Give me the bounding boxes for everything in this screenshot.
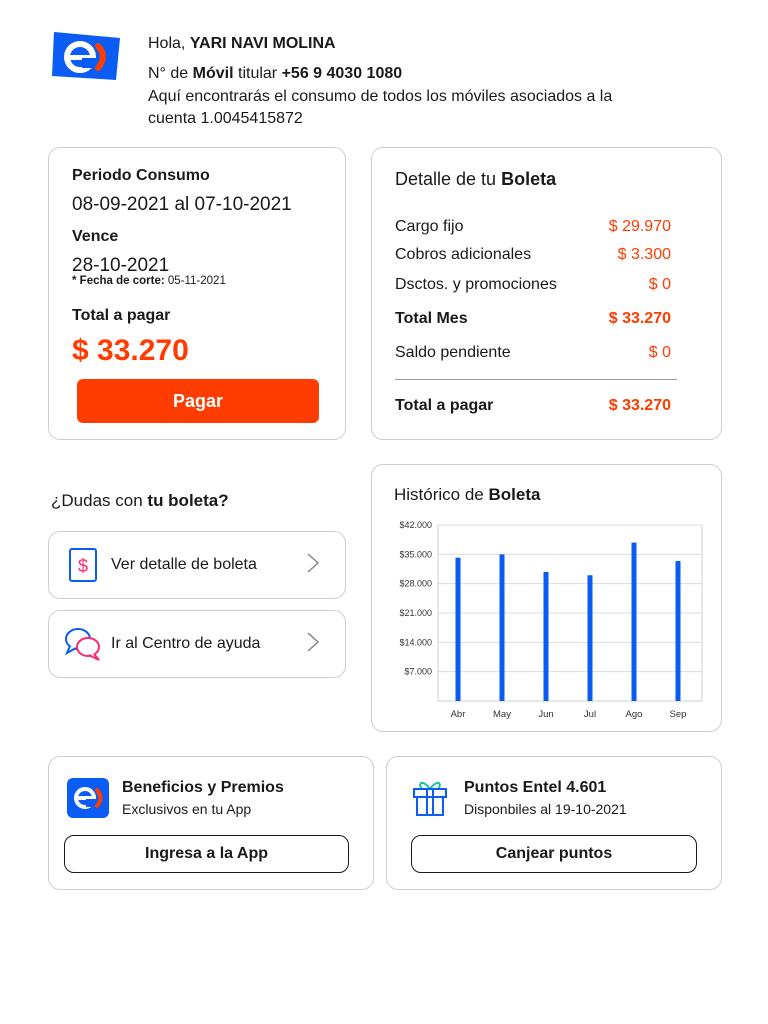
- cutoff-value: 05-11-2021: [167, 275, 226, 287]
- detail-row-label: Saldo pendiente: [395, 344, 511, 361]
- chart-title-prefix: Histórico de: [394, 485, 484, 504]
- pay-button[interactable]: Pagar: [77, 379, 319, 423]
- detail-total-row: [395, 397, 671, 415]
- detail-row: [395, 246, 671, 264]
- detail-title-prefix: Detalle de tu: [395, 169, 497, 189]
- total-amount: $ 33.270: [72, 334, 189, 367]
- benefits-card: [48, 756, 374, 890]
- points-card: [386, 756, 722, 890]
- entel-logo: [50, 28, 122, 84]
- help-center-link[interactable]: [48, 610, 346, 678]
- due-label: Vence: [72, 228, 119, 245]
- detail-row: [395, 344, 671, 362]
- summary-card: [48, 147, 346, 440]
- bill-detail-card: [371, 147, 722, 440]
- benefits-subtitle: Exclusivos en tu App: [122, 801, 252, 817]
- open-app-button[interactable]: Ingresa a la App: [64, 835, 349, 873]
- chat-bubbles-icon: [63, 624, 103, 664]
- detail-row-amount: $ 0: [648, 344, 671, 361]
- phone-line-bold: Móvil: [192, 65, 234, 82]
- cutoff-label: * Fecha de corte:: [72, 275, 165, 287]
- bill-history-chart: [372, 465, 721, 731]
- chart-y-tick-label: $35.000: [399, 549, 432, 560]
- chart-bar: [456, 558, 461, 701]
- chart-x-tick-label: Sep: [669, 709, 687, 720]
- total-label: Total a pagar: [72, 307, 171, 324]
- help-title-bold: tu boleta?: [147, 491, 229, 510]
- chart-bar: [588, 575, 593, 701]
- phone-line-mid: titular: [238, 65, 278, 82]
- chart-x-tick-label: Jul: [583, 709, 597, 720]
- chart-bar: [500, 554, 505, 701]
- chart-bar: [632, 543, 637, 701]
- chevron-right-icon: [303, 551, 327, 580]
- detail-row-amount: $ 3.300: [617, 246, 671, 263]
- view-bill-detail-label: Ver detalle de boleta: [111, 556, 257, 573]
- detail-row-label: Dsctos. y promociones: [395, 276, 557, 293]
- chart-y-tick-label: $42.000: [399, 520, 432, 530]
- svg-text:$: $: [77, 556, 89, 576]
- chart-x-tick-label: Jun: [538, 709, 554, 720]
- period-value: 08-09-2021 al 07-10-2021: [72, 194, 292, 215]
- help-center-label: Ir al Centro de ayuda: [111, 635, 261, 652]
- description-line-2: cuenta 1.0045415872: [148, 110, 303, 127]
- cutoff-date: [72, 275, 226, 287]
- detail-row-label: Cobros adicionales: [395, 246, 532, 263]
- phone-line: [148, 65, 402, 83]
- detail-row-label: Cargo fijo: [395, 218, 464, 235]
- redeem-points-button[interactable]: Canjear puntos: [411, 835, 697, 873]
- help-title-prefix: ¿Dudas con: [51, 491, 143, 510]
- chart-x-tick-label: Abr: [450, 709, 466, 720]
- chevron-right-icon: [303, 630, 327, 659]
- phone-number: +56 9 4030 1080: [281, 65, 403, 82]
- detail-total-label: Total a pagar: [395, 397, 494, 414]
- user-name: YARI NAVI MOLINA: [189, 35, 336, 52]
- due-value: 28-10-2021: [72, 255, 170, 276]
- phone-line-prefix: N° de: [148, 65, 189, 82]
- period-label: Periodo Consumo: [72, 167, 210, 184]
- description-line-1: Aquí encontrarás el consumo de todos los móviles asociados a la: [148, 88, 613, 105]
- detail-row: [395, 218, 671, 236]
- detail-row-amount: $ 33.270: [608, 310, 671, 327]
- detail-row-total-month: [395, 310, 671, 328]
- chart-bar: [676, 561, 681, 701]
- chart-y-tick-label: $14.000: [399, 637, 432, 648]
- detail-row-label: Total Mes: [395, 310, 468, 327]
- view-bill-detail-link[interactable]: [48, 531, 346, 599]
- bill-history-card: [371, 464, 722, 732]
- detail-title-bold: Boleta: [501, 169, 557, 189]
- detail-total-amount: $ 33.270: [608, 397, 671, 414]
- receipt-icon: [63, 545, 103, 585]
- chart-y-tick-label: $28.000: [399, 578, 432, 589]
- detail-row-amount: $ 29.970: [608, 218, 671, 235]
- gift-icon: [411, 777, 449, 822]
- help-title: [51, 491, 229, 511]
- chart-x-tick-label: Ago: [625, 709, 643, 720]
- chart-y-tick-label: $7.000: [404, 666, 432, 677]
- entel-app-icon: [66, 777, 110, 824]
- greeting-prefix: Hola,: [148, 35, 186, 52]
- chart-y-tick-label: $21.000: [399, 608, 432, 618]
- detail-row-amount: $ 0: [648, 276, 671, 293]
- detail-row: [395, 276, 671, 294]
- points-subtitle: Disponbiles al 19-10-2021: [464, 801, 627, 817]
- chart-x-tick-label: May: [493, 709, 511, 720]
- benefits-title: Beneficios y Premios: [122, 779, 284, 796]
- chart-title-bold: Boleta: [488, 485, 541, 504]
- detail-divider: [395, 379, 677, 380]
- chart-bar: [544, 572, 549, 701]
- points-title: Puntos Entel 4.601: [464, 779, 607, 796]
- greeting: [148, 35, 336, 53]
- detail-title: [395, 169, 556, 190]
